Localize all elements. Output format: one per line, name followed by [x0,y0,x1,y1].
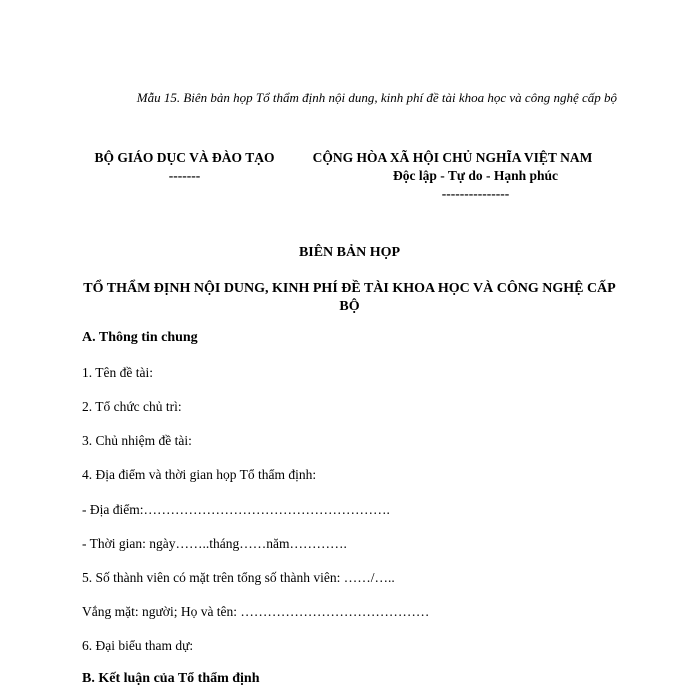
document-title: BIÊN BẢN HỌP [298,245,401,260]
ministry-rule: ------- [168,168,201,183]
section-a-heading: A. Thông tin chung [82,330,198,345]
ministry-name: BỘ GIÁO DỤC VÀ ĐÀO TẠO [94,150,275,165]
field-time: - Thời gian: ngày……..tháng……năm…………. [82,536,347,551]
field-meeting-place-time: 4. Địa điểm và thời gian họp Tổ thẩm định: [82,467,317,482]
section-b-heading: B. Kết luận của Tổ thẩm định [82,671,260,686]
field-project-lead: 3. Chủ nhiệm đề tài: [82,433,192,448]
national-motto: Độc lập - Tự do - Hạnh phúc [392,168,559,183]
field-members-present: 5. Số thành viên có mặt trên tổng số thành viên: ……/….. [82,570,395,585]
field-topic-name: 1. Tên đề tài: [82,365,153,380]
motto-rule: --------------- [441,186,510,201]
field-absent-members: Vắng mặt: người; Họ và tên: …………………………………… [82,604,430,619]
field-location: - Địa điểm:………………………………………………. [82,502,390,517]
field-host-organization: 2. Tổ chức chủ trì: [82,399,182,414]
template-caption: Mẫu 15. Biên bản họp Tổ thẩm định nội dung, kinh phí đề tài khoa học và công nghệ cấp bộ [136,90,617,105]
country-name: CỘNG HÒA XÃ HỘI CHỦ NGHĨA VIỆT NAM [312,150,593,165]
ministry-header [82,149,287,185]
document-subtitle: TỔ THẨM ĐỊNH NỘI DUNG, KINH PHÍ ĐỀ TÀI KHOA HỌC VÀ CÔNG NGHỆ CẤP BỘ [83,281,616,314]
national-header [290,149,615,203]
field-delegates: 6. Đại biểu tham dự: [82,638,194,653]
